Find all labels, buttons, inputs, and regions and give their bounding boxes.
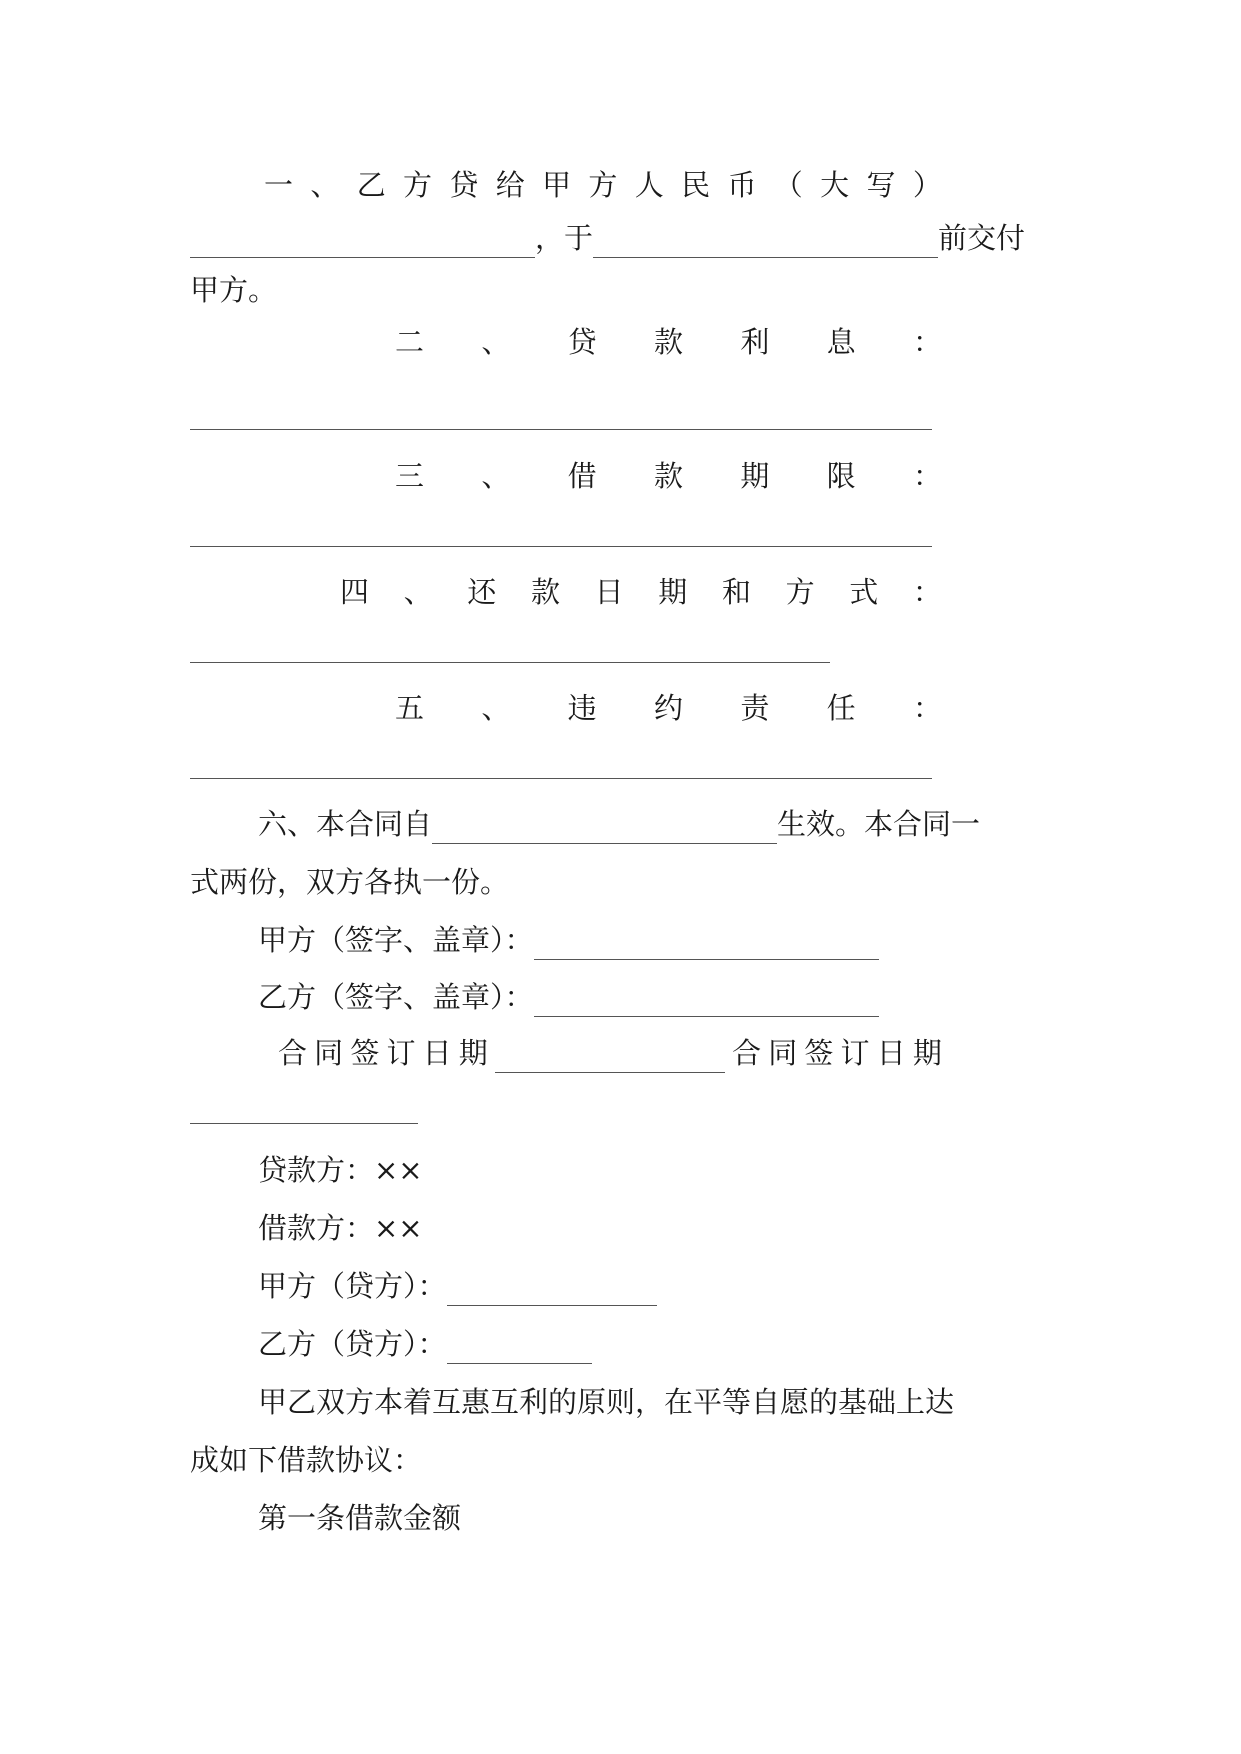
c2-char: 贷: [567, 325, 597, 359]
sign-a-blank: [534, 929, 879, 960]
clause1-yu: ，于: [535, 221, 594, 255]
interest-blank-line: [190, 429, 932, 430]
lender-line: 贷款方：××: [258, 1153, 423, 1187]
c2-char: 息: [826, 325, 856, 359]
sign-date-blank: [495, 1042, 725, 1073]
c3-char: 限: [826, 459, 856, 493]
c1-char: 贷: [449, 168, 479, 202]
c3-char: 期: [740, 459, 770, 493]
c4-char: 期: [658, 575, 688, 609]
liability-blank-line: [190, 778, 932, 779]
clause1-line1: [264, 165, 942, 205]
clause4-heading: [340, 572, 942, 612]
clause6-suffix: 生效。本合同一: [777, 807, 981, 841]
c2-char: ：: [912, 325, 942, 359]
c5-char: 责: [740, 691, 770, 725]
sign-b-blank: [534, 986, 879, 1017]
amount-blank: [190, 227, 535, 258]
c1-char: 人: [634, 168, 664, 202]
c2-char: 二: [395, 325, 425, 359]
date-blank: [593, 227, 938, 258]
c-date-char: 日: [876, 1036, 906, 1070]
c-date-char: 同: [314, 1036, 344, 1070]
c4-char: 和: [721, 575, 751, 609]
c5-char: 任: [826, 691, 856, 725]
c2-char: 利: [740, 325, 770, 359]
c1-char: ）: [912, 168, 942, 202]
c4-char: 日: [594, 575, 624, 609]
c-date-char: 订: [386, 1036, 416, 1070]
party-a-lender-blank: [447, 1275, 657, 1306]
effective-date-blank: [432, 813, 777, 844]
c4-char: 还: [467, 575, 497, 609]
c4-char: 式: [849, 575, 879, 609]
clause6-line1: [258, 804, 1118, 844]
party-b-lender-label: 乙方（贷方）：: [258, 1327, 447, 1361]
c1-char: 一: [264, 168, 294, 202]
sign-date-line: [278, 1033, 942, 1073]
c-date-char: 签: [804, 1036, 834, 1070]
clause1-line3: 甲方。: [190, 273, 278, 307]
c3-char: 款: [653, 459, 683, 493]
c1-char: 币: [727, 168, 757, 202]
clause6-prefix: 六、本合同自: [258, 807, 433, 841]
c1-char: 乙: [356, 168, 386, 202]
c1-char: 甲: [542, 168, 572, 202]
intro-line2: 成如下借款协议：: [190, 1443, 423, 1477]
c2-char: 款: [653, 325, 683, 359]
c3-char: 、: [481, 459, 511, 493]
c2-char: 、: [481, 325, 511, 359]
sign-a-label: 甲方（签字、盖章）：: [258, 923, 534, 957]
party-a-lender: [258, 1266, 1118, 1306]
c1-char: 、: [310, 168, 340, 202]
c1-char: （: [773, 168, 803, 202]
clause1-pay: 前交付: [938, 221, 1026, 255]
c1-char: 给: [495, 168, 525, 202]
sign-date-blank-line-2: [190, 1123, 418, 1124]
c1-char: 方: [403, 168, 433, 202]
clause5-heading: [395, 688, 942, 728]
article1-title: 第一条借款金额: [258, 1501, 462, 1535]
c-date-char: 日: [422, 1036, 452, 1070]
clause1-line2: [190, 218, 1050, 258]
c-date-char: 同: [768, 1036, 798, 1070]
repayment-blank-line: [190, 662, 830, 663]
borrower-line: 借款方：××: [258, 1211, 423, 1245]
c1-char: 大: [820, 168, 850, 202]
sign-party-b: [258, 977, 1118, 1017]
c-date-char: 订: [840, 1036, 870, 1070]
c-date-char: 期: [458, 1036, 488, 1070]
party-b-lender: [258, 1324, 1118, 1364]
c5-char: 约: [653, 691, 683, 725]
c5-char: 违: [567, 691, 597, 725]
c-date-char: 合: [732, 1036, 762, 1070]
clause3-heading: [395, 456, 942, 496]
party-b-lender-blank: [447, 1333, 592, 1364]
c-date-char: 期: [912, 1036, 942, 1070]
c1-char: 民: [681, 168, 711, 202]
c4-char: ：: [912, 575, 942, 609]
c-date-char: 合: [278, 1036, 308, 1070]
clause6-line2: 式两份，双方各执一份。: [190, 865, 510, 899]
c3-char: 三: [395, 459, 425, 493]
party-a-lender-label: 甲方（贷方）：: [258, 1269, 447, 1303]
c3-char: ：: [912, 459, 942, 493]
c3-char: 借: [567, 459, 597, 493]
clause2-heading: [395, 322, 942, 362]
c1-char: 写: [866, 168, 896, 202]
c4-char: 方: [785, 575, 815, 609]
term-blank-line: [190, 546, 932, 547]
sign-party-a: [258, 920, 1118, 960]
c5-char: ：: [912, 691, 942, 725]
sign-b-label: 乙方（签字、盖章）：: [258, 980, 534, 1014]
c5-char: 、: [481, 691, 511, 725]
c4-char: 、: [403, 575, 433, 609]
intro-line1: 甲乙双方本着互惠互利的原则，在平等自愿的基础上达: [258, 1385, 955, 1419]
c1-char: 方: [588, 168, 618, 202]
c4-char: 四: [340, 575, 370, 609]
c4-char: 款: [530, 575, 560, 609]
c5-char: 五: [395, 691, 425, 725]
c-date-char: 签: [350, 1036, 380, 1070]
